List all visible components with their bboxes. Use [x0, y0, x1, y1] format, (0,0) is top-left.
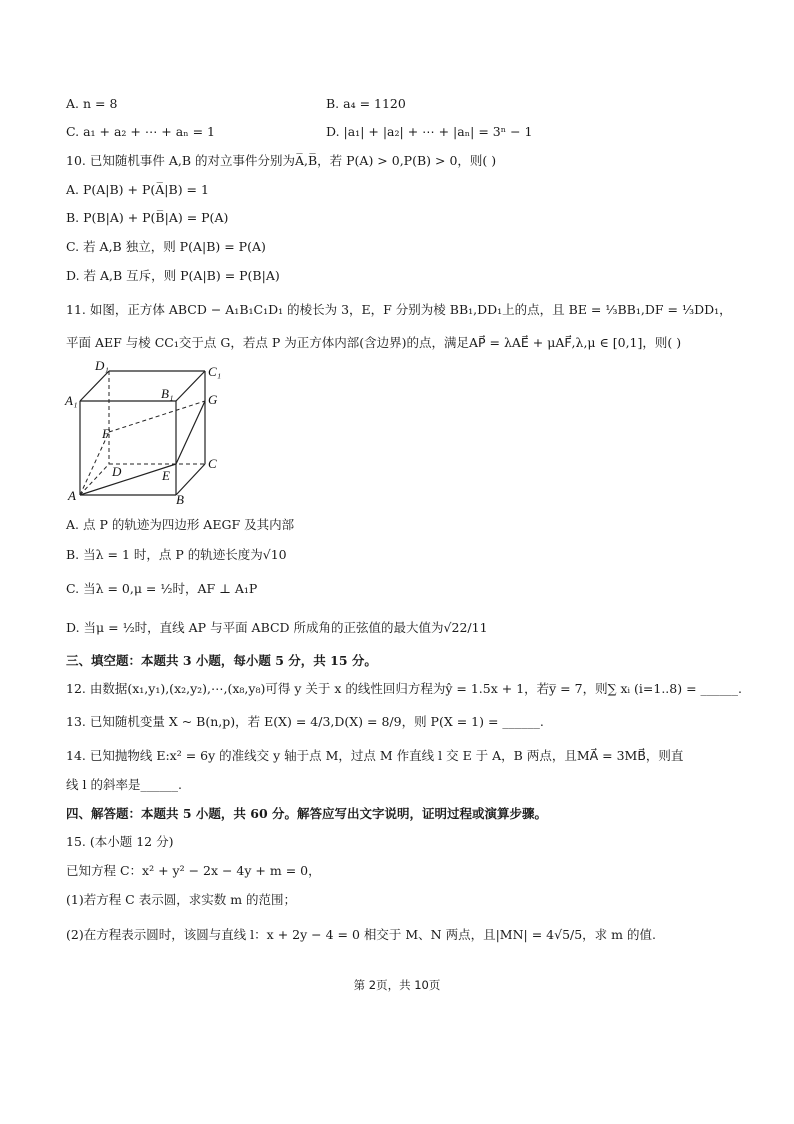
- page-footer: 第 2页，共 10页: [353, 978, 441, 992]
- q11-option-d: D. 当μ = ½时，直线 AP 与平面 ABCD 所成角的正弦值的最大值为√22/11: [66, 620, 488, 635]
- label-e: E: [162, 468, 170, 483]
- q10-option-a: A. P(A|B) + P(A̅|B) = 1: [66, 182, 209, 197]
- label-a1: A₁: [65, 393, 78, 408]
- q9-option-d: D. |a₁| + |a₂| + ⋯ + |aₙ| = 3ⁿ − 1: [326, 124, 533, 139]
- q11-option-c: C. 当λ = 0,μ = ½时，AF ⊥ A₁P: [66, 581, 258, 596]
- q13-text: 13. 已知随机变量 X ~ B(n,p)，若 E(X) = 4/3,D(X) = 8/9，则 P(X = 1) = ______.: [66, 714, 544, 729]
- label-c: C: [208, 456, 217, 471]
- q14-line2: 线 l 的斜率是______.: [66, 777, 182, 792]
- q11-stem-line1: 11. 如图，正方体 ABCD − A₁B₁C₁D₁ 的棱长为 3，E，F 分别为棱 BB₁,DD₁上的点，且 BE = ⅓BB₁,DF = ⅓DD₁，: [66, 302, 732, 317]
- q9-option-b: B. a₄ = 1120: [326, 96, 406, 111]
- label-b1: B₁: [161, 386, 174, 401]
- q10-stem: 10. 已知随机事件 A,B 的对立事件分别为A̅,B̅，若 P(A) > 0,P(B) > 0，则( ): [66, 153, 497, 168]
- q10-option-c: C. 若 A,B 独立，则 P(A|B) = P(A): [66, 239, 266, 254]
- q15-part2: (2)在方程表示圆时，该圆与直线 l：x + 2y − 4 = 0 相交于 M、N 两点，且|MN| = 4√5/5，求 m 的值.: [66, 927, 656, 942]
- label-a: A: [68, 488, 76, 503]
- q11-option-a: A. 点 P 的轨迹为四边形 AEGF 及其内部: [66, 517, 295, 532]
- q11-stem-line2: 平面 AEF 与棱 CC₁交于点 G，若点 P 为正方体内部(含边界)的点，满足AP⃗ = λAE⃗ + μAF⃗,λ,μ ∈ [0,1]，则( ): [66, 335, 682, 350]
- q10-option-d: D. 若 A,B 互斥，则 P(A|B) = P(B|A): [66, 268, 280, 283]
- label-g: G: [208, 392, 218, 407]
- label-d: D: [112, 464, 122, 479]
- q9-option-a: A. n = 8: [66, 96, 118, 111]
- q11-option-b: B. 当λ = 1 时，点 P 的轨迹长度为√10: [66, 547, 287, 562]
- label-b: B: [176, 492, 184, 507]
- section3-heading: 三、填空题：本题共 3 小题，每小题 5 分，共 15 分。: [66, 653, 377, 668]
- cube-figure: [64, 358, 234, 508]
- q12-text: 12. 由数据(x₁,y₁),(x₂,y₂),⋯,(x₈,y₈)可得 y 关于 x 的线性回归方程为ŷ = 1.5x + 1，若y̅ = 7，则∑ xᵢ (i=1..8) = ______.: [66, 681, 742, 696]
- label-f: F: [102, 426, 110, 441]
- section4-heading: 四、解答题：本题共 5 小题，共 60 分。解答应写出文字说明，证明过程或演算步骤。: [66, 806, 548, 821]
- q9-option-c: C. a₁ + a₂ + ⋯ + aₙ = 1: [66, 124, 215, 139]
- q10-option-b: B. P(B|A) + P(B̅|A) = P(A): [66, 210, 229, 225]
- q15-part1: (1)若方程 C 表示圆，求实数 m 的范围；: [66, 892, 297, 907]
- label-c1: C₁: [208, 364, 222, 379]
- q15-given: 已知方程 C：x² + y² − 2x − 4y + m = 0，: [66, 863, 321, 878]
- label-d1: D₁: [95, 358, 109, 373]
- q14-line1: 14. 已知抛物线 E:x² = 6y 的准线交 y 轴于点 M，过点 M 作直线 l 交 E 于 A，B 两点，且MA⃗ = 3MB⃗，则直: [66, 748, 684, 763]
- q15-header: 15. (本小题 12 分): [66, 834, 174, 849]
